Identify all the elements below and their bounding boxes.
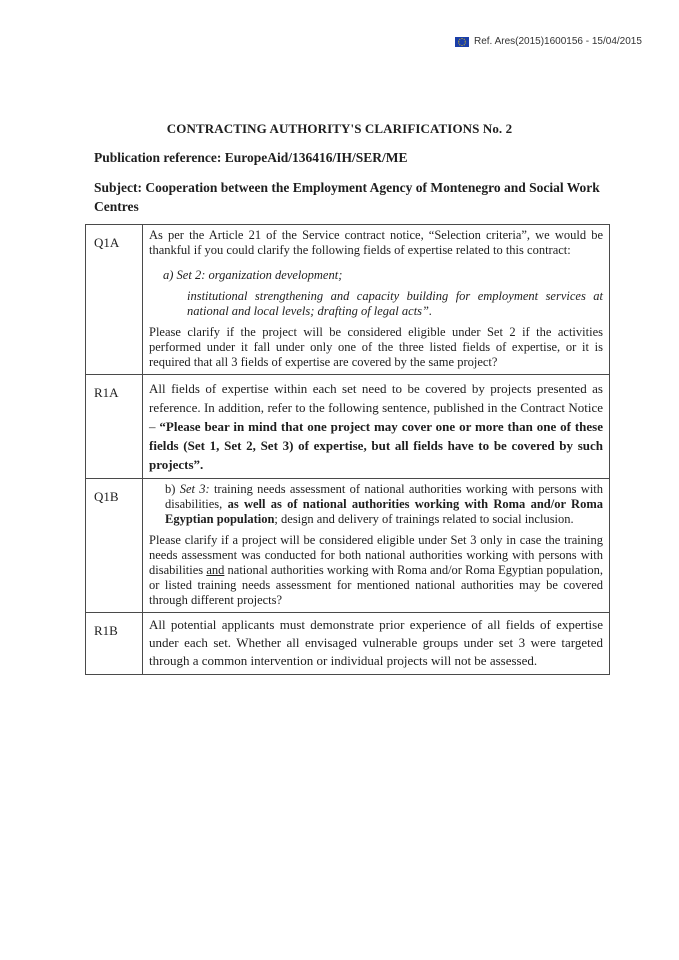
question-text: Please clarify if the project will be considered eligible under Set 2 if the activities performed under it fall under only one of the three listed fields of expertise, or it is required that all 3 fields of expertise are covered by the same project?	[149, 325, 603, 369]
ares-reference-text: Ref. Ares(2015)1600156 - 15/04/2015	[474, 36, 642, 47]
row-code: R1B	[86, 613, 143, 675]
row-code: Q1A	[86, 225, 143, 375]
eu-flag-icon	[455, 37, 469, 47]
list-item-set: Set 2: organization development;	[176, 268, 343, 282]
question-intro: As per the Article 21 of the Service contract notice, “Selection criteria”, we would be thankful if you could clarify the following fields of expertise related to this contract:	[149, 228, 603, 257]
ares-reference	[455, 36, 642, 47]
question-text	[149, 533, 603, 608]
list-item-set: Set 3:	[179, 482, 210, 496]
table-row-q1a	[86, 225, 610, 375]
underlined-and: and	[206, 563, 225, 577]
clarifications-table	[85, 224, 610, 675]
response-cell	[143, 375, 610, 479]
table-row-r1a	[86, 375, 610, 479]
row-code: R1A	[86, 375, 143, 479]
row-code: Q1B	[86, 479, 143, 613]
response-quote: “Please bear in mind that one project may cover one or more than one of these fields (Set 1, Set 2, Set 3) of expertise, but all fields have to be covered by such projects”.	[149, 419, 603, 472]
document-title: CONTRACTING AUTHORITY'S CLARIFICATIONS No. 2	[166, 121, 513, 136]
list-item-label: a)	[163, 268, 174, 282]
list-item-text-end: ; design and delivery of trainings related to social inclusion.	[274, 512, 574, 526]
response-cell	[143, 613, 610, 675]
list-item-a	[163, 268, 603, 319]
question-cell	[143, 225, 610, 375]
response-text: All potential applicants must demonstrate prior experience of all fields of expertise under each set. Whether all envisaged vulnerable groups under set 3 were targeted through a common intervention or individual projects will not be assessed.	[149, 617, 603, 668]
subject-line: Subject: Cooperation between the Employment Agency of Montenegro and Social Work Centres	[94, 180, 600, 214]
response-text: All fields of expertise within each set need to be covered by projects presented as reference. In addition, refer to the following sentence, published in the Contract Notice –	[149, 381, 603, 434]
question-part: Please clarify if a project will be considered eligible under Set 3 only in case the training needs assessment was conducted for both national authorities working with persons with disabilities	[149, 533, 603, 577]
list-item-b	[165, 482, 603, 527]
table-row-q1b	[86, 479, 610, 613]
question-cell	[143, 479, 610, 613]
list-item-text: training needs assessment of national authorities working with persons with disabilities,	[165, 482, 604, 511]
list-item-label: b)	[165, 482, 176, 496]
question-part: national authorities working with Roma and/or Roma Egyptian population, or listed training needs assessment for mentioned national authorities may be covered through different projects?	[149, 563, 603, 607]
list-item-emphasis: as well as of national authorities working with Roma and/or Roma Egyptian population	[165, 497, 603, 526]
list-item-detail: institutional strengthening and capacity building for employment services at national and local levels; drafting of legal acts”.	[187, 289, 603, 318]
table-row-r1b	[86, 613, 610, 675]
publication-reference: Publication reference: EuropeAid/136416/IH/SER/ME	[94, 150, 408, 165]
